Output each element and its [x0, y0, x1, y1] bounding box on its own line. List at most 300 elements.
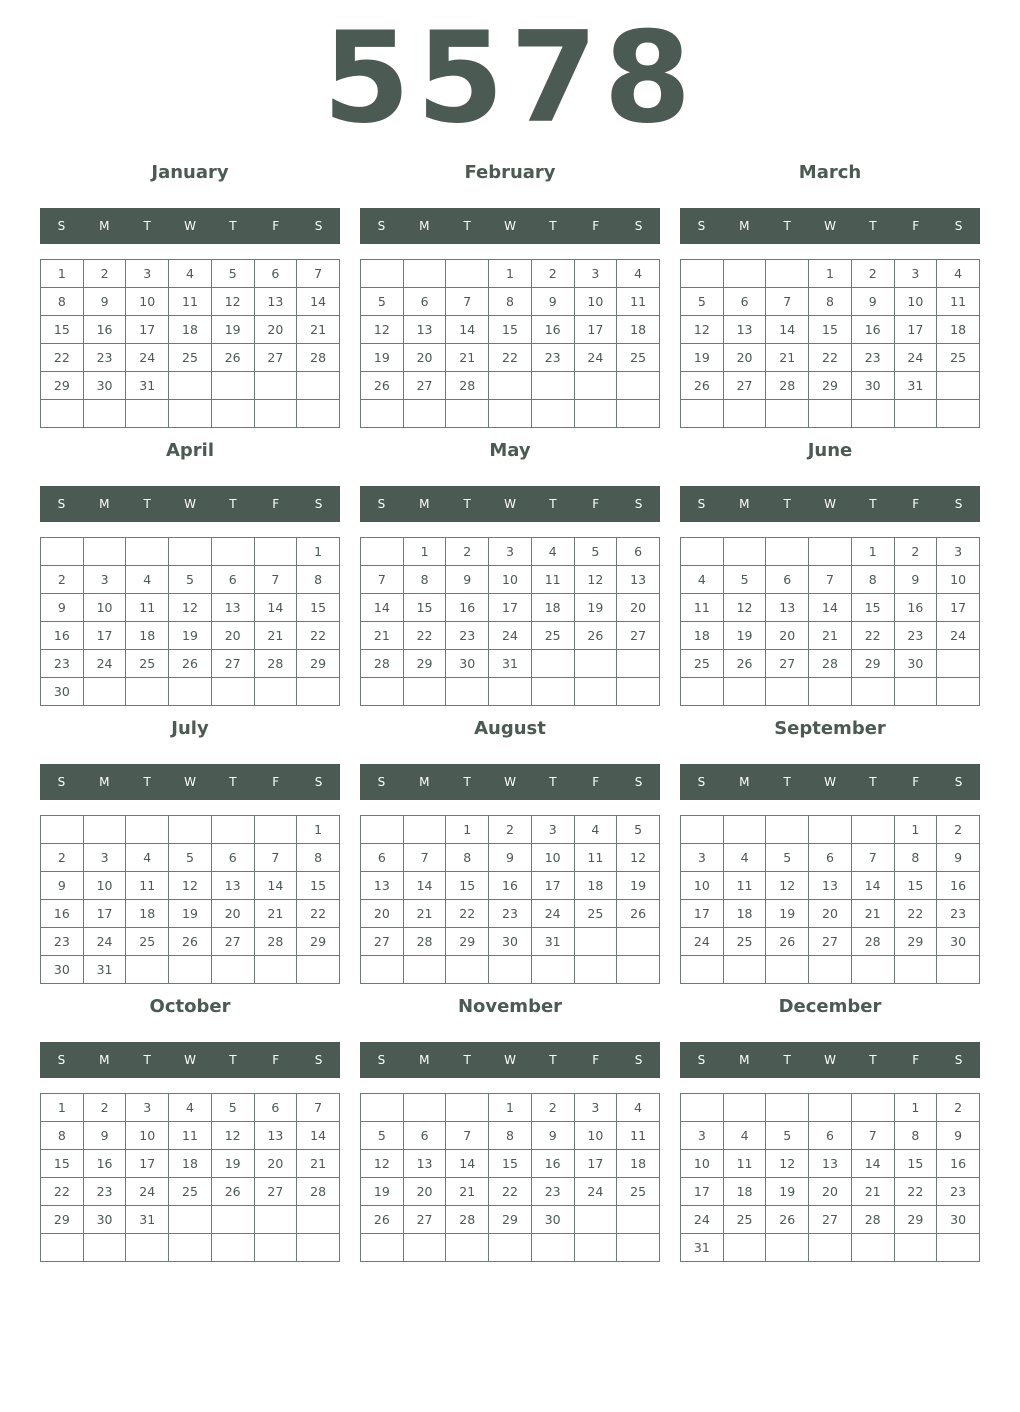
week-row — [361, 288, 660, 316]
empty-day-cell — [851, 678, 894, 706]
weekday-label: S — [697, 775, 706, 789]
week-row — [41, 844, 340, 872]
day-cell: 18 — [617, 1150, 660, 1178]
day-cell: 14 — [766, 316, 809, 344]
empty-day-cell — [297, 956, 340, 984]
day-cell: 20 — [403, 344, 446, 372]
month-october — [40, 996, 340, 1266]
weekday-label: W — [824, 219, 836, 233]
day-cell: 8 — [489, 288, 532, 316]
weekday-label: T — [463, 219, 471, 233]
weekday-label: M — [739, 775, 750, 789]
weekday-label: M — [99, 775, 110, 789]
empty-day-cell — [254, 956, 297, 984]
day-cell: 4 — [126, 844, 169, 872]
weekday-header — [680, 208, 980, 244]
week-row — [41, 316, 340, 344]
empty-day-cell — [531, 956, 574, 984]
week-row — [41, 900, 340, 928]
empty-day-cell — [254, 400, 297, 428]
month-title: January — [151, 162, 229, 183]
weekday-label: T — [143, 219, 151, 233]
day-cell: 22 — [851, 622, 894, 650]
day-cell: 7 — [297, 1094, 340, 1122]
day-cell: 16 — [41, 622, 84, 650]
day-cell: 20 — [254, 1150, 297, 1178]
empty-day-cell — [809, 538, 852, 566]
day-cell: 24 — [681, 1206, 724, 1234]
empty-day-cell — [574, 372, 617, 400]
day-cell: 25 — [126, 650, 169, 678]
week-row — [681, 372, 980, 400]
day-cell: 15 — [489, 1150, 532, 1178]
empty-day-cell — [723, 956, 766, 984]
day-cell: 31 — [894, 372, 937, 400]
empty-day-cell — [361, 538, 404, 566]
day-cell: 26 — [361, 1206, 404, 1234]
day-cell: 8 — [403, 566, 446, 594]
weekday-label: F — [272, 219, 280, 233]
day-cell: 24 — [126, 1178, 169, 1206]
empty-day-cell — [574, 400, 617, 428]
day-cell: 28 — [446, 1206, 489, 1234]
day-cell: 23 — [894, 622, 937, 650]
day-cell: 12 — [766, 872, 809, 900]
day-cell: 28 — [851, 928, 894, 956]
week-row — [681, 650, 980, 678]
empty-day-cell — [446, 400, 489, 428]
day-cell: 20 — [361, 900, 404, 928]
empty-day-cell — [766, 260, 809, 288]
day-cell: 14 — [297, 288, 340, 316]
day-cell: 17 — [937, 594, 980, 622]
day-cell: 9 — [531, 288, 574, 316]
empty-day-cell — [169, 372, 212, 400]
day-cell: 17 — [83, 622, 126, 650]
empty-day-cell — [83, 538, 126, 566]
day-cell: 12 — [617, 844, 660, 872]
week-row — [681, 1094, 980, 1122]
year-title: 5578 — [322, 4, 698, 151]
day-cell: 4 — [681, 566, 724, 594]
day-cell: 14 — [851, 1150, 894, 1178]
day-cell: 8 — [446, 844, 489, 872]
day-cell: 9 — [531, 1122, 574, 1150]
week-row — [681, 1234, 980, 1262]
day-cell: 3 — [83, 566, 126, 594]
day-cell: 19 — [361, 1178, 404, 1206]
day-cell: 5 — [766, 1122, 809, 1150]
day-cell: 31 — [681, 1234, 724, 1262]
empty-day-cell — [531, 1234, 574, 1262]
weekday-label: S — [57, 497, 66, 511]
empty-day-cell — [211, 1206, 254, 1234]
weekday-label: F — [272, 1053, 280, 1067]
weekday-header — [680, 1042, 980, 1078]
day-cell: 1 — [41, 1094, 84, 1122]
day-cell: 1 — [446, 816, 489, 844]
day-cell: 25 — [574, 900, 617, 928]
day-cell: 1 — [894, 816, 937, 844]
day-cell: 15 — [489, 316, 532, 344]
day-cell: 23 — [531, 1178, 574, 1206]
empty-day-cell — [446, 1234, 489, 1262]
empty-day-cell — [169, 816, 212, 844]
weekday-header — [40, 486, 340, 522]
day-cell: 9 — [489, 844, 532, 872]
empty-day-cell — [937, 956, 980, 984]
day-cell: 17 — [531, 872, 574, 900]
day-cell: 14 — [446, 316, 489, 344]
month-march — [680, 162, 980, 432]
empty-day-cell — [937, 1234, 980, 1262]
week-row — [361, 1094, 660, 1122]
week-row — [681, 538, 980, 566]
week-row — [361, 872, 660, 900]
empty-day-cell — [723, 678, 766, 706]
day-cell: 14 — [851, 872, 894, 900]
month-december — [680, 996, 980, 1266]
day-cell: 19 — [211, 1150, 254, 1178]
weekday-label: M — [739, 1053, 750, 1067]
month-april — [40, 440, 340, 710]
empty-day-cell — [617, 650, 660, 678]
weekday-label: T — [869, 497, 877, 511]
day-cell: 17 — [126, 316, 169, 344]
empty-day-cell — [41, 400, 84, 428]
empty-day-cell — [403, 400, 446, 428]
week-row — [681, 1150, 980, 1178]
day-cell: 4 — [574, 816, 617, 844]
weekday-label: S — [954, 219, 963, 233]
day-cell: 2 — [489, 816, 532, 844]
day-cell: 27 — [723, 372, 766, 400]
empty-day-cell — [766, 538, 809, 566]
week-row — [361, 844, 660, 872]
day-cell: 4 — [126, 566, 169, 594]
day-cell: 14 — [297, 1122, 340, 1150]
day-cell: 28 — [809, 650, 852, 678]
empty-day-cell — [809, 400, 852, 428]
empty-day-cell — [681, 678, 724, 706]
empty-day-cell — [489, 956, 532, 984]
empty-day-cell — [851, 1234, 894, 1262]
weekday-label: W — [184, 219, 196, 233]
empty-day-cell — [681, 400, 724, 428]
empty-day-cell — [83, 1234, 126, 1262]
weekday-label: F — [592, 219, 600, 233]
day-cell: 14 — [403, 872, 446, 900]
weekday-label: F — [912, 219, 920, 233]
week-row — [41, 928, 340, 956]
empty-day-cell — [169, 538, 212, 566]
day-cell: 4 — [169, 1094, 212, 1122]
weekday-label: T — [463, 497, 471, 511]
day-cell: 8 — [41, 1122, 84, 1150]
weekday-label: M — [99, 497, 110, 511]
day-cell: 26 — [574, 622, 617, 650]
empty-day-cell — [211, 400, 254, 428]
empty-day-cell — [126, 816, 169, 844]
empty-day-cell — [489, 1234, 532, 1262]
empty-day-cell — [851, 816, 894, 844]
month-title: March — [798, 162, 862, 183]
empty-day-cell — [446, 956, 489, 984]
day-cell: 16 — [531, 316, 574, 344]
week-row — [681, 622, 980, 650]
weekday-label: T — [869, 775, 877, 789]
weekday-label: S — [57, 775, 66, 789]
day-cell: 24 — [83, 650, 126, 678]
day-cell: 26 — [361, 372, 404, 400]
day-cell: 4 — [617, 1094, 660, 1122]
day-cell: 2 — [531, 260, 574, 288]
week-row — [681, 566, 980, 594]
empty-day-cell — [681, 260, 724, 288]
day-cell: 11 — [126, 872, 169, 900]
day-cell: 22 — [809, 344, 852, 372]
day-cell: 2 — [41, 566, 84, 594]
day-cell: 11 — [617, 288, 660, 316]
empty-day-cell — [766, 1234, 809, 1262]
empty-day-cell — [403, 1094, 446, 1122]
day-cell: 26 — [723, 650, 766, 678]
day-cell: 11 — [937, 288, 980, 316]
week-row — [361, 1178, 660, 1206]
day-cell: 26 — [211, 1178, 254, 1206]
empty-day-cell — [809, 1094, 852, 1122]
day-cell: 10 — [894, 288, 937, 316]
weekday-label: M — [419, 1053, 430, 1067]
week-row — [681, 816, 980, 844]
weekday-label: W — [504, 219, 516, 233]
day-cell: 5 — [574, 538, 617, 566]
day-cell: 7 — [254, 566, 297, 594]
day-cell: 7 — [297, 260, 340, 288]
empty-day-cell — [574, 928, 617, 956]
weekday-label: T — [463, 1053, 471, 1067]
day-cell: 16 — [894, 594, 937, 622]
day-cell: 9 — [83, 1122, 126, 1150]
day-cell: 19 — [361, 344, 404, 372]
month-title: September — [774, 718, 886, 739]
day-cell: 30 — [41, 678, 84, 706]
day-cell: 23 — [41, 928, 84, 956]
day-cell: 30 — [531, 1206, 574, 1234]
day-cell: 9 — [41, 872, 84, 900]
day-cell: 9 — [83, 288, 126, 316]
day-cell: 22 — [894, 900, 937, 928]
weekday-label: M — [419, 219, 430, 233]
day-cell: 20 — [403, 1178, 446, 1206]
week-row — [41, 650, 340, 678]
day-cell: 29 — [41, 1206, 84, 1234]
day-cell: 29 — [446, 928, 489, 956]
empty-day-cell — [41, 538, 84, 566]
day-cell: 30 — [937, 928, 980, 956]
empty-day-cell — [126, 678, 169, 706]
empty-day-cell — [126, 538, 169, 566]
empty-day-cell — [766, 400, 809, 428]
day-cell: 16 — [851, 316, 894, 344]
week-row — [681, 678, 980, 706]
day-cell: 13 — [723, 316, 766, 344]
empty-day-cell — [169, 1234, 212, 1262]
weekday-label: S — [377, 497, 386, 511]
day-cell: 16 — [83, 316, 126, 344]
weekday-label: F — [592, 775, 600, 789]
empty-day-cell — [851, 400, 894, 428]
weekday-header — [360, 486, 660, 522]
weekday-label: M — [739, 497, 750, 511]
day-cell: 27 — [254, 1178, 297, 1206]
day-grid — [40, 815, 340, 984]
day-cell: 21 — [446, 344, 489, 372]
month-title: November — [457, 996, 563, 1017]
empty-day-cell — [169, 400, 212, 428]
day-cell: 10 — [531, 844, 574, 872]
day-cell: 23 — [851, 344, 894, 372]
day-cell: 17 — [681, 1178, 724, 1206]
empty-day-cell — [254, 372, 297, 400]
empty-day-cell — [83, 816, 126, 844]
day-cell: 24 — [574, 1178, 617, 1206]
empty-day-cell — [361, 1234, 404, 1262]
day-cell: 26 — [169, 650, 212, 678]
day-cell: 12 — [574, 566, 617, 594]
week-row — [361, 900, 660, 928]
weekday-label: T — [229, 775, 237, 789]
day-grid — [360, 815, 660, 984]
month-title: July — [171, 718, 209, 739]
empty-day-cell — [297, 678, 340, 706]
day-cell: 19 — [574, 594, 617, 622]
day-grid — [680, 815, 980, 984]
empty-day-cell — [254, 1206, 297, 1234]
day-cell: 18 — [937, 316, 980, 344]
empty-day-cell — [41, 1234, 84, 1262]
day-cell: 10 — [681, 1150, 724, 1178]
empty-day-cell — [723, 1234, 766, 1262]
empty-day-cell — [851, 956, 894, 984]
day-cell: 1 — [297, 538, 340, 566]
day-cell: 16 — [446, 594, 489, 622]
day-cell: 11 — [169, 1122, 212, 1150]
month-title: December — [778, 996, 882, 1017]
day-cell: 24 — [681, 928, 724, 956]
day-cell: 28 — [766, 372, 809, 400]
empty-day-cell — [297, 400, 340, 428]
day-cell: 26 — [766, 928, 809, 956]
day-cell: 14 — [446, 1150, 489, 1178]
empty-day-cell — [681, 1094, 724, 1122]
empty-day-cell — [766, 678, 809, 706]
empty-day-cell — [297, 1206, 340, 1234]
weekday-label: T — [549, 219, 557, 233]
day-cell: 11 — [617, 1122, 660, 1150]
day-cell: 19 — [723, 622, 766, 650]
day-cell: 15 — [851, 594, 894, 622]
day-cell: 25 — [169, 344, 212, 372]
weekday-label: T — [869, 1053, 877, 1067]
empty-day-cell — [211, 538, 254, 566]
weekday-label: S — [697, 1053, 706, 1067]
empty-day-cell — [531, 400, 574, 428]
weekday-label: S — [954, 497, 963, 511]
day-cell: 21 — [403, 900, 446, 928]
day-cell: 29 — [809, 372, 852, 400]
day-cell: 6 — [809, 844, 852, 872]
week-row — [41, 872, 340, 900]
empty-day-cell — [489, 678, 532, 706]
empty-day-cell — [211, 816, 254, 844]
day-cell: 7 — [809, 566, 852, 594]
day-cell: 3 — [83, 844, 126, 872]
day-cell: 25 — [126, 928, 169, 956]
week-row — [681, 1178, 980, 1206]
day-cell: 2 — [894, 538, 937, 566]
empty-day-cell — [297, 372, 340, 400]
day-cell: 26 — [211, 344, 254, 372]
day-cell: 7 — [766, 288, 809, 316]
day-cell: 18 — [126, 900, 169, 928]
day-cell: 21 — [361, 622, 404, 650]
week-row — [41, 1122, 340, 1150]
weekday-label: M — [419, 497, 430, 511]
day-cell: 23 — [83, 344, 126, 372]
empty-day-cell — [446, 260, 489, 288]
weekday-header — [680, 764, 980, 800]
day-cell: 10 — [126, 288, 169, 316]
day-cell: 25 — [531, 622, 574, 650]
day-cell: 14 — [254, 594, 297, 622]
day-cell: 11 — [574, 844, 617, 872]
week-row — [681, 344, 980, 372]
week-row — [681, 594, 980, 622]
day-cell: 24 — [531, 900, 574, 928]
weekday-label: F — [912, 775, 920, 789]
weekday-label: F — [912, 1053, 920, 1067]
weekday-label: T — [229, 1053, 237, 1067]
day-cell: 15 — [446, 872, 489, 900]
day-cell: 12 — [169, 872, 212, 900]
day-cell: 29 — [851, 650, 894, 678]
day-cell: 27 — [361, 928, 404, 956]
day-cell: 3 — [681, 844, 724, 872]
day-cell: 5 — [681, 288, 724, 316]
weekday-label: M — [419, 775, 430, 789]
day-cell: 28 — [446, 372, 489, 400]
day-cell: 12 — [766, 1150, 809, 1178]
week-row — [361, 344, 660, 372]
day-cell: 22 — [446, 900, 489, 928]
day-cell: 18 — [169, 316, 212, 344]
empty-day-cell — [403, 816, 446, 844]
weekday-header — [360, 208, 660, 244]
day-cell: 5 — [211, 1094, 254, 1122]
week-row — [361, 400, 660, 428]
day-cell: 18 — [126, 622, 169, 650]
day-cell: 4 — [723, 1122, 766, 1150]
weekday-label: S — [314, 497, 323, 511]
empty-day-cell — [617, 400, 660, 428]
empty-day-cell — [126, 1234, 169, 1262]
empty-day-cell — [403, 1234, 446, 1262]
day-cell: 6 — [211, 844, 254, 872]
day-cell: 26 — [169, 928, 212, 956]
day-cell: 3 — [681, 1122, 724, 1150]
empty-day-cell — [403, 678, 446, 706]
